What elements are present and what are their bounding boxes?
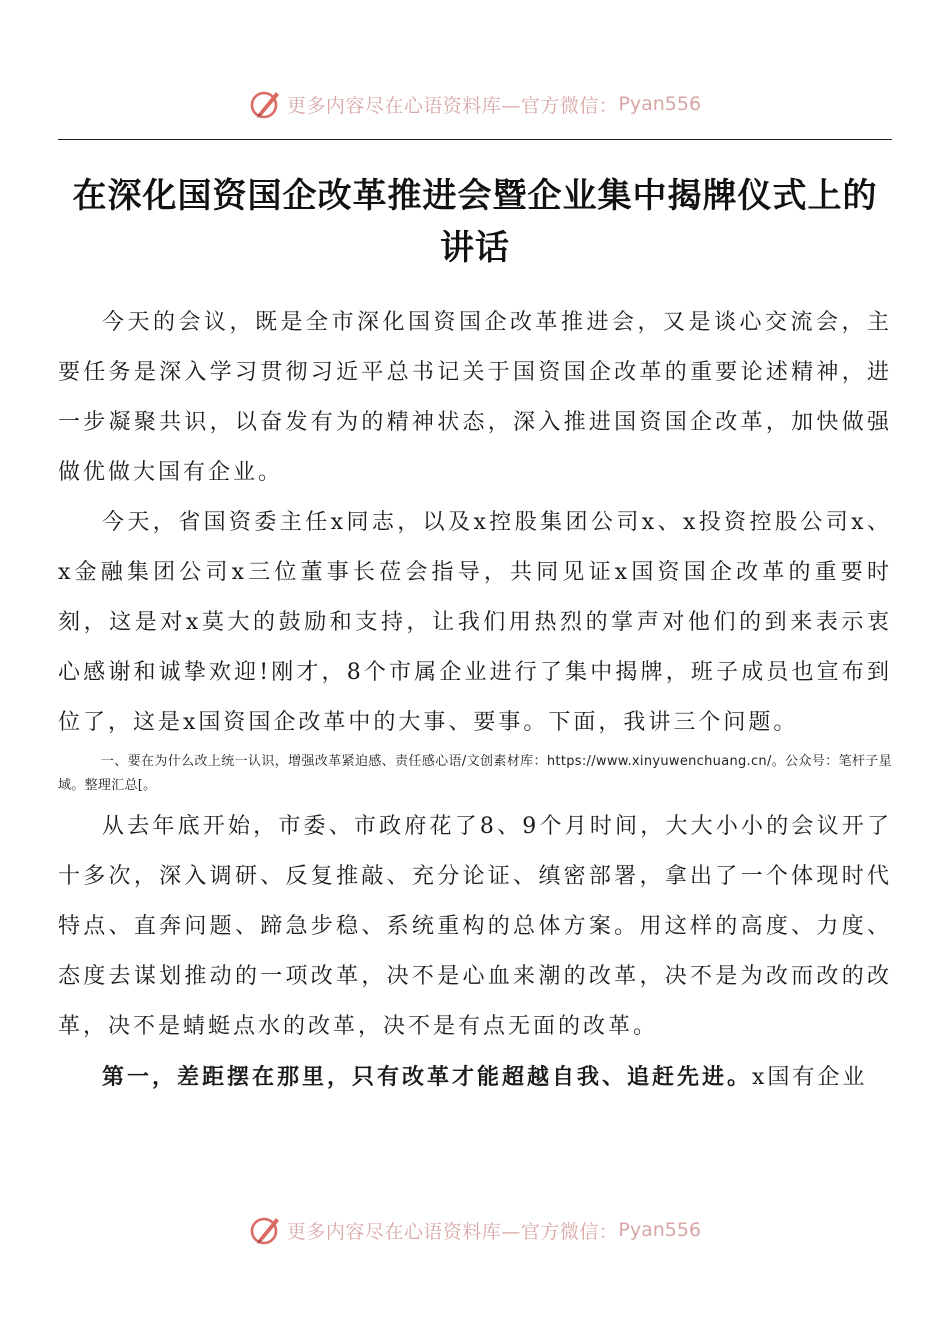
- document-body: [58, 298, 892, 1103]
- paragraph-4-text: x国有企业: [752, 1065, 868, 1090]
- page-title: [58, 170, 892, 274]
- paragraph-1: 今天的会议，既是全市深化国资国企改革推进会，又是谈心交流会，主要任务是深入学习贯彻习近平总书记关于国资国企改革的重要论述精神，进一步凝聚共识，以奋发有为的精神状态，深入推进国资国企改革，加快做强做优做大国有企业。: [58, 310, 892, 485]
- header-banner: [0, 84, 950, 124]
- footer-banner-account: Pyan556: [618, 1219, 702, 1241]
- header-divider: [58, 139, 892, 140]
- title-line-1: 在深化国资国企改革推进会暨企业集中揭牌仪式上的: [72, 176, 878, 216]
- paragraph-4-lead: 第一，差距摆在那里，只有改革才能超越自我、追赶先进。: [102, 1064, 753, 1090]
- banner-text: 更多内容尽在心语资料库—官方微信：: [286, 94, 619, 117]
- banner-account: Pyan556: [618, 93, 702, 115]
- footer-banner-text: 更多内容尽在心语资料库—官方微信：: [286, 1220, 619, 1243]
- footer-banner: [0, 1210, 950, 1250]
- section-note: 一、要在为什么改上统一认识，增强改革紧迫感、责任感心语/文创素材库：https://www.xinyuwenchuang.cn/。公众号：笔杆子星域。整理汇总[。: [58, 754, 892, 793]
- title-line-2: 讲话: [440, 228, 510, 268]
- paragraph-3: 从去年底开始，市委、市政府花了8、9个月时间，大大小小的会议开了十多次，深入调研、反复推敲、充分论证、缜密部署，拿出了一个体现时代特点、直奔问题、蹄急步稳、系统重构的总体方案。用这样的高度、力度、态度去谋划推动的一项改革，决不是心血来潮的改革，决不是为改而改的改革，决不是蜻蜓点水的改革，决不是有点无面的改革。: [58, 814, 892, 1039]
- paragraph-2: 今天，省国资委主任x同志，以及x控股集团公司x、x投资控股公司x、x金融集团公司x三位董事长莅会指导，共同见证x国资国企改革的重要时刻，这是对x莫大的鼓励和支持，让我们用热烈的掌声对他们的到来表示衷心感谢和诚挚欢迎!刚才，8个市属企业进行了集中揭牌，班子成员也宣布到位了，这是x国资国企改革中的大事、要事。下面，我讲三个问题。: [58, 510, 892, 735]
- paragraph-4: [58, 1052, 892, 1103]
- pen-logo-icon: [249, 1213, 283, 1247]
- pen-logo-icon: [249, 87, 283, 121]
